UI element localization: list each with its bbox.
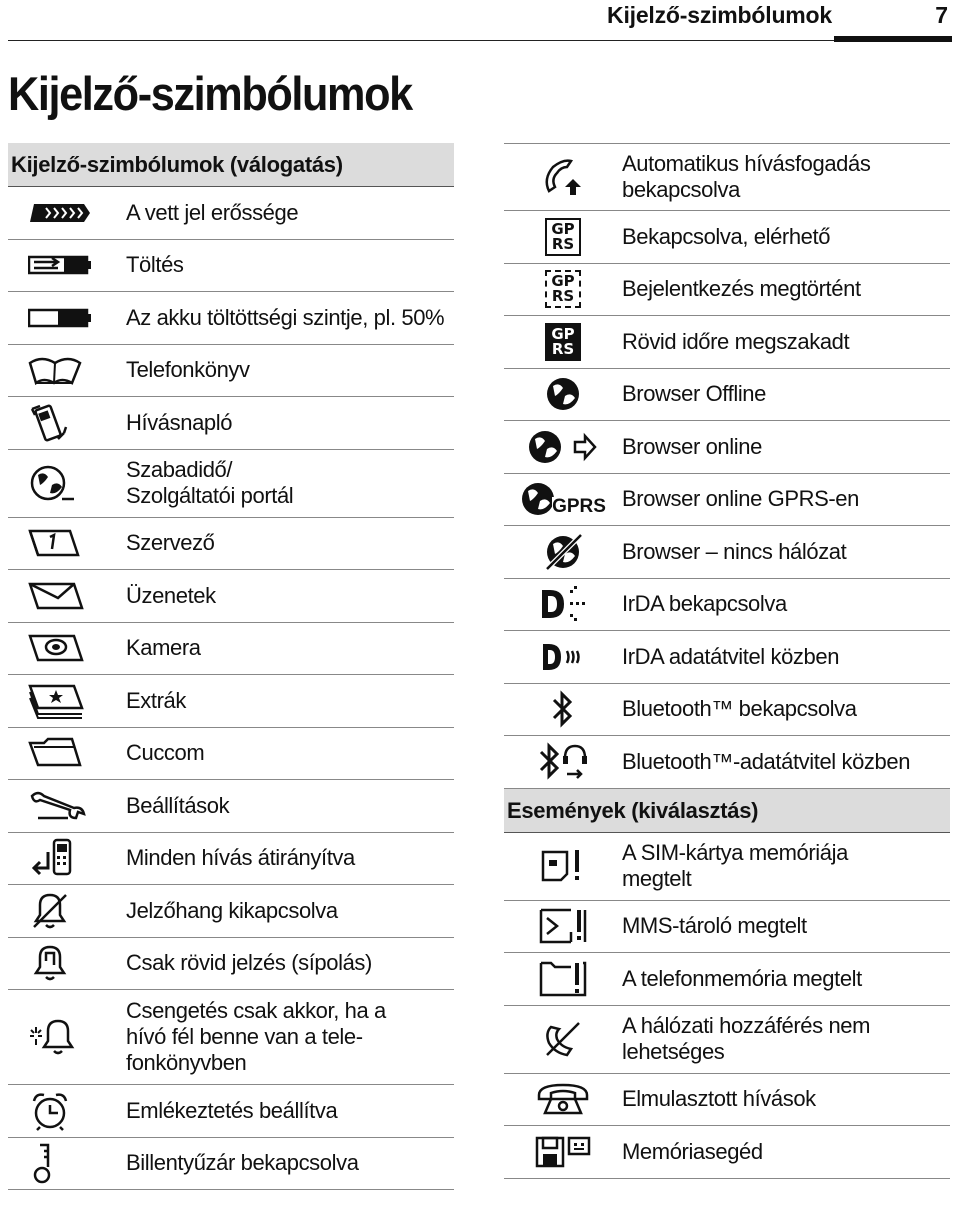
bluetooth-icon xyxy=(504,690,622,728)
list-item xyxy=(8,187,454,240)
list-item xyxy=(504,369,950,422)
list-item-label: Cuccom xyxy=(126,740,205,766)
list-item xyxy=(8,397,454,450)
list-item-label: Beállítások xyxy=(126,792,230,818)
list-item xyxy=(8,345,454,398)
key-lock-icon xyxy=(8,1141,126,1185)
my-stuff-folder-icon xyxy=(8,735,126,771)
ring-phonebook-only-icon xyxy=(8,1017,126,1057)
call-divert-icon xyxy=(8,838,126,878)
list-item-label: Csak rövid jelzés (sípolás) xyxy=(126,950,372,976)
camera-icon xyxy=(8,630,126,666)
list-item xyxy=(504,474,950,527)
list-item-label: Üzenetek xyxy=(126,582,216,608)
list-item-label: Elmulasztott hívások xyxy=(622,1086,816,1112)
header-rule xyxy=(8,40,952,41)
list-item xyxy=(504,211,950,264)
ringer-off-icon xyxy=(8,891,126,931)
sim-memory-full-icon xyxy=(504,846,622,886)
browser-online-icon xyxy=(504,429,622,465)
running-header-title: Kijelző-szimbólumok xyxy=(607,2,832,28)
list-item xyxy=(504,1006,950,1074)
phone-memory-full-icon xyxy=(504,959,622,999)
charging-icon xyxy=(8,254,126,276)
list-item-label: Browser online GPRS-en xyxy=(622,486,859,512)
list-item-label: Minden hívás átirányítva xyxy=(126,845,355,871)
memory-assistant-icon xyxy=(504,1134,622,1170)
irda-transfer-icon xyxy=(504,640,622,674)
list-item xyxy=(8,518,454,571)
portal-globe-icon xyxy=(8,463,126,503)
list-item-label: Browser – nincs hálózat xyxy=(622,538,847,564)
list-item-label: Bejelentkezés megtörtént xyxy=(622,276,861,302)
page-number: 7 xyxy=(935,2,948,28)
list-item xyxy=(504,1126,950,1179)
call-log-icon xyxy=(8,403,126,443)
extras-icon xyxy=(8,682,126,720)
list-item xyxy=(504,264,950,317)
browser-gprs-icon: GPRS xyxy=(504,481,622,517)
list-item xyxy=(8,292,454,345)
list-item-label: Bluetooth™-adatátvitel közben xyxy=(622,748,911,774)
section-heading-events: Események (kiválasztás) xyxy=(504,789,950,833)
list-item xyxy=(504,953,950,1006)
list-item-label: Billentyűzár bekapcsolva xyxy=(126,1150,359,1176)
list-item xyxy=(8,938,454,991)
list-item-label: Hívásnapló xyxy=(126,409,233,435)
list-item-label: Töltés xyxy=(126,252,184,278)
list-item xyxy=(504,901,950,954)
list-item xyxy=(8,990,454,1085)
list-item xyxy=(504,421,950,474)
list-item xyxy=(8,570,454,623)
auto-answer-icon xyxy=(504,157,622,197)
list-item-label: Emlékeztetés beállítva xyxy=(126,1097,338,1123)
list-item-label: Extrák xyxy=(126,687,186,713)
list-item-label: Automatikus hívásfogadás bekapcsolva xyxy=(622,151,871,202)
list-item-label: Szabadidő/ Szolgáltatói portál xyxy=(126,457,294,508)
list-item-label: IrDA bekapcsolva xyxy=(622,591,787,617)
alarm-clock-icon xyxy=(8,1091,126,1131)
gprs-suspended-icon: GP RS xyxy=(504,323,622,361)
list-item-label: Browser Offline xyxy=(622,381,766,407)
list-item xyxy=(8,240,454,293)
list-item-label: Szervező xyxy=(126,530,215,556)
gprs-available-icon: GP RS xyxy=(504,218,622,256)
list-item-label: Kamera xyxy=(126,635,201,661)
page-title: Kijelző-szimbólumok xyxy=(8,67,412,120)
list-item-label: A SIM-kártya memóriája megtelt xyxy=(622,840,848,891)
right-column xyxy=(504,143,950,1179)
signal-strength-icon xyxy=(8,202,126,224)
list-item-label: A vett jel erőssége xyxy=(126,199,299,225)
list-item xyxy=(8,885,454,938)
list-item xyxy=(8,728,454,781)
list-item xyxy=(504,526,950,579)
list-item xyxy=(8,1085,454,1138)
list-item-label: Az akku töltöttségi szintje, pl. 50% xyxy=(126,304,445,330)
list-item-label: Csengetés csak akkor, ha a hívó fél benne van a tele- fonkönyvben xyxy=(126,998,386,1075)
list-item xyxy=(504,579,950,632)
list-item xyxy=(8,780,454,833)
list-item-label: Memóriasegéd xyxy=(622,1138,763,1164)
list-item xyxy=(504,1074,950,1127)
section-heading-display-symbols: Kijelző-szimbólumok (válogatás) xyxy=(8,143,454,187)
list-item xyxy=(8,623,454,676)
irda-on-icon xyxy=(504,584,622,624)
list-item-label: Browser online xyxy=(622,433,762,459)
browser-no-network-icon xyxy=(504,533,622,571)
no-network-access-icon xyxy=(504,1019,622,1059)
gprs-logged-in-icon: GP RS xyxy=(504,270,622,308)
list-item-label: Telefonkönyv xyxy=(126,357,250,383)
missed-calls-icon xyxy=(504,1081,622,1117)
list-item xyxy=(504,143,950,211)
settings-wrench-icon xyxy=(8,788,126,824)
list-item xyxy=(8,450,454,518)
list-item xyxy=(504,316,950,369)
list-item xyxy=(504,684,950,737)
organizer-icon xyxy=(8,525,126,561)
list-item-label: MMS-tároló megtelt xyxy=(622,913,807,939)
header-tab-marker xyxy=(834,36,952,42)
list-item xyxy=(8,1138,454,1191)
phonebook-icon xyxy=(8,353,126,387)
list-item-label: A telefonmemória megtelt xyxy=(622,965,862,991)
list-item xyxy=(504,833,950,901)
browser-offline-icon xyxy=(504,376,622,412)
list-item-label: IrDA adatátvitel közben xyxy=(622,643,840,669)
list-item xyxy=(504,736,950,789)
bluetooth-transfer-icon xyxy=(504,742,622,782)
mms-storage-full-icon xyxy=(504,906,622,946)
list-item-label: Jelzőhang kikapcsolva xyxy=(126,897,338,923)
list-item xyxy=(8,833,454,886)
list-item-label: Rövid időre megszakadt xyxy=(622,328,850,354)
left-column xyxy=(8,143,454,1190)
battery-level-icon xyxy=(8,307,126,329)
list-item-label: Bekapcsolva, elérhető xyxy=(622,223,831,249)
list-item xyxy=(504,631,950,684)
list-item-label: A hálózati hozzáférés nem lehetséges xyxy=(622,1013,871,1064)
list-item-label: Bluetooth™ bekapcsolva xyxy=(622,696,857,722)
messages-envelope-icon xyxy=(8,578,126,614)
beep-only-icon xyxy=(8,943,126,983)
list-item xyxy=(8,675,454,728)
